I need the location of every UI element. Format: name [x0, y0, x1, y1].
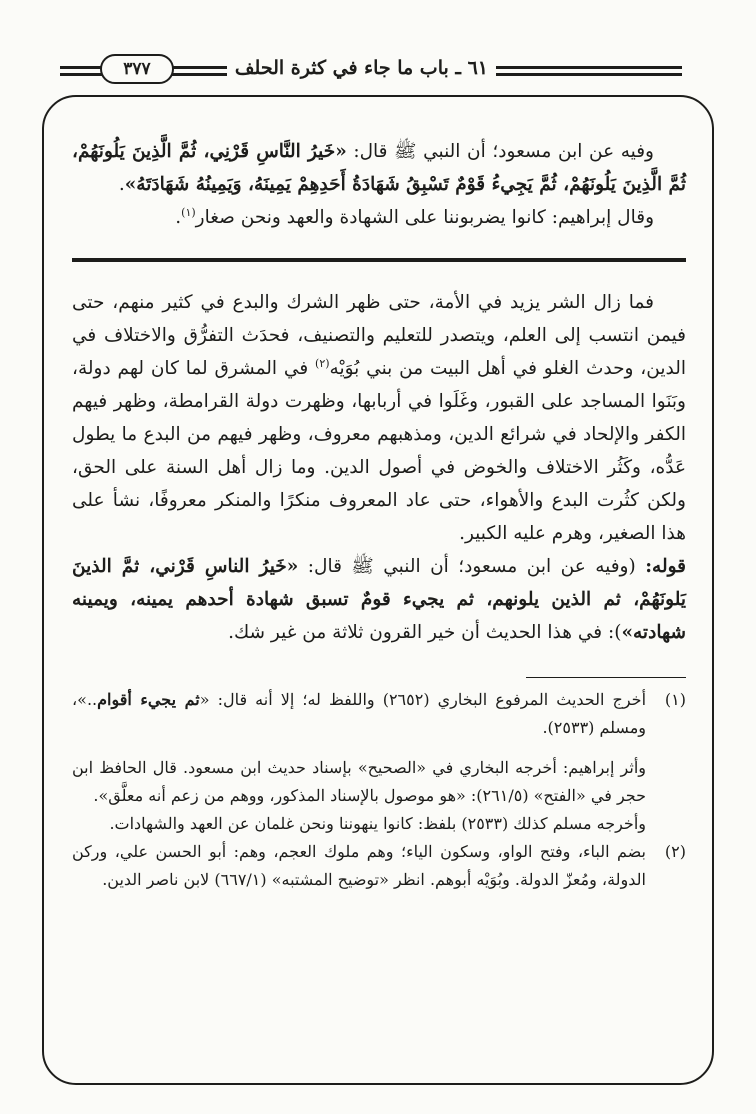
quote-intro: وفيه عن ابن مسعود؛ أن النبي ﷺ قال: [346, 141, 654, 162]
qawluhu-label: قوله: [645, 556, 686, 577]
footnote-number: (١) [664, 690, 686, 709]
section-separator [72, 258, 686, 262]
commentary-paragraph-2 [72, 550, 686, 649]
fn1-text-a: أخرج الحديث المرفوع البخاري (٢٦٥٢) واللفظ له؛ إلا أنه قال: « [199, 690, 647, 709]
quote-2-end: . [175, 207, 182, 228]
commentary-block [72, 286, 686, 649]
chapter-title: ٦١ ـ باب ما جاء في كثرة الحلف [227, 54, 496, 82]
footnotes [72, 686, 686, 894]
commentary-quote-close: ): في هذا الحديث أن خير القرون ثلاثة من غير شك. [228, 622, 622, 643]
quoted-text-block [72, 135, 686, 234]
footnote-rule [526, 677, 686, 678]
commentary-text-a: فما زال الشر يزيد في الأمة، حتى ظهر الشرك والبدع في كثير منهم، حتى فيمن انتسب إلى العلم، ويتصدر للتعليم والتصنيف، فحدَث التفرُّق والاختلاف في الدين، وحدث الغلو في أهل البيت من بني بُوَيْه [72, 292, 686, 379]
footnote-ref-2[interactable]: (٢) [315, 356, 330, 370]
footnote-1-paragraph-3: وأخرجه مسلم كذلك (٢٥٣٣) بلفظ: كانوا ينهوننا ونحن غلمان عن العهد والشهادات. [109, 814, 646, 833]
footnote-number: (٢) [664, 842, 686, 861]
quote-paragraph-2 [72, 201, 686, 234]
ibrahim-quote: وقال إبراهيم: كانوا يضربوننا على الشهادة والعهد ونحن صغار [195, 207, 654, 228]
footnote-2 [72, 838, 686, 894]
quote-end: . [118, 174, 125, 195]
page-content [72, 135, 686, 900]
commentary-paragraph-1 [72, 286, 686, 550]
fn1-bold: ثم يجيء أقوام [97, 690, 200, 709]
page-number: ٣٧٧ [100, 54, 174, 84]
footnote-ref-1[interactable]: (١) [181, 205, 196, 219]
footnote-body [72, 686, 646, 748]
footnote-body: بضم الباء، وفتح الواو، وسكون الياء؛ وهم ملوك العجم، وهم: أبو الحسن علي، وركن الدولة، ومُعزّ الدولة. وبُوَيْه أبوهم. انظر «توضيح المشتبه» (٦٦٧/١) لابن ناصر الدين. [72, 842, 646, 889]
commentary-hadith: «خَيرُ الناسِ قَرْني، ثمَّ الذينَ يَلونَهُمْ، ثم الذين يلونهم، ثم يجيء قومٌ تسبق شهادة أحدهم يمينه، ويمينه شهادته» [72, 556, 686, 643]
footnote-1-paragraph-2: وأثر إبراهيم: أخرجه البخاري في «الصحيح» بإسناد حديث ابن مسعود. قال الحافظ ابن حجر في «الفتح» (٢٦١/٥): «هو موصول بالإسناد المذكور، ووهم من زعم أنه معلَّق». [72, 758, 646, 805]
commentary-quote-open: (وفيه عن ابن مسعود؛ أن النبي ﷺ قال: [298, 556, 646, 577]
fn1-text-b: ..»، ومسلم (٢٥٣٣). [72, 690, 646, 737]
footnote-1 [72, 686, 686, 748]
footnote-1-paragraph-1 [72, 686, 646, 742]
hadith-text: «خَيرُ النَّاسِ قَرْنِي، ثُمَّ الَّذِينَ يَلُونَهُمْ، ثُمَّ الَّذِينَ يَلُونَهُمْ، ثُمَّ يَجِيءُ قَوْمٌ تَسْبِقُ شَهَادَةُ أَحَدِهِمْ يَمِينَهُ، وَيَمِينُهُ شَهَادَتَهُ» [72, 141, 686, 195]
commentary-text-b: في المشرق لما كان لهم دولة، وبَنَوا المساجد على القبور، وغَلَوا في أربابها، وظهرت دولة القرامطة، وظهر فيهم الكفر والإلحاد في شرائع الدين، ومذهبهم معروف، وظهر فيهم من البدع ما يطول عَدُّه، وكَثُر الاختلاف والخوض في أصول الدين. وما زال أهل السنة على الحق، ولكن كثُرت البدع والأهواء، حتى عاد المعروف منكرًا والمنكر معروفًا، نشأ على هذا الصغير، وهرم عليه الكبير. [72, 358, 686, 544]
quote-paragraph-1 [72, 135, 686, 201]
